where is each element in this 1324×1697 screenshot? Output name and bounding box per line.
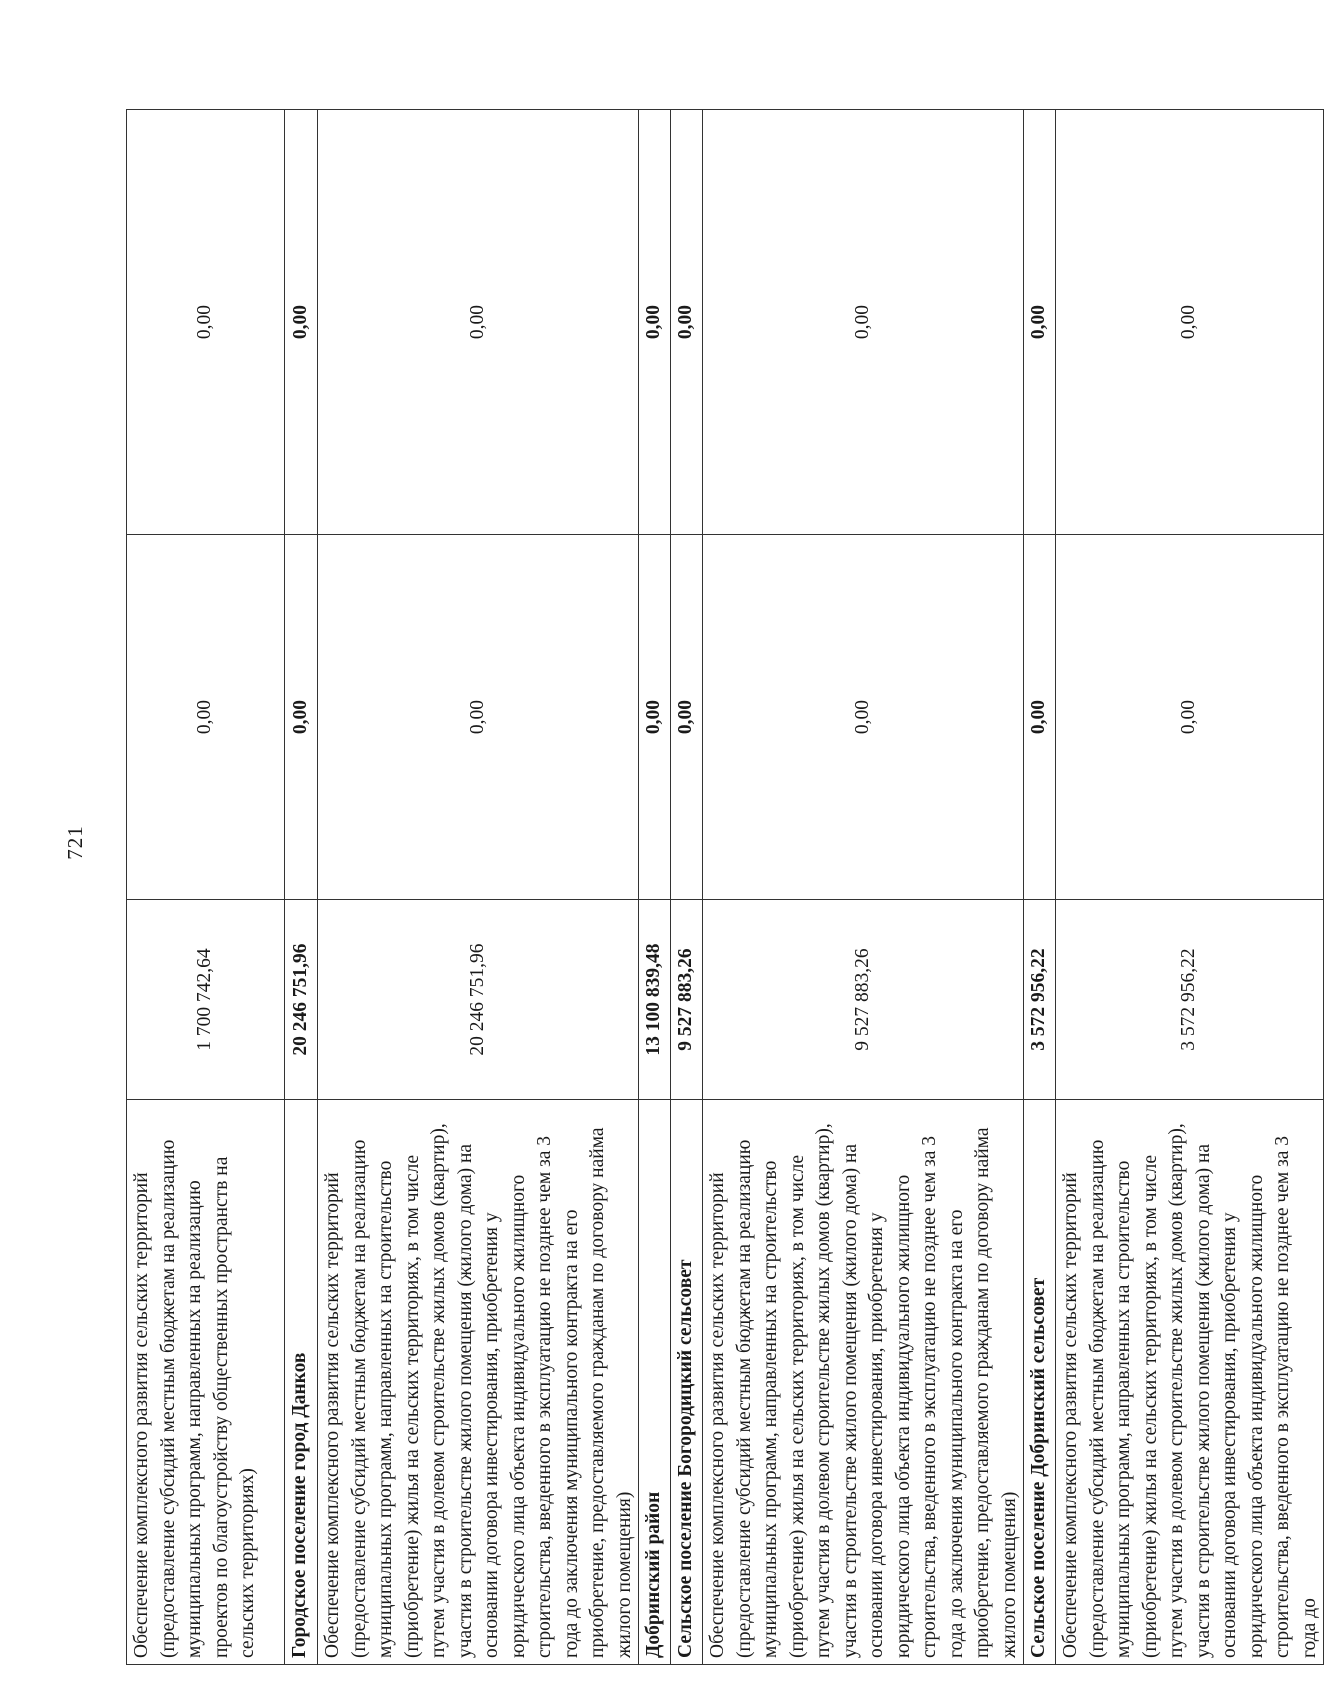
table-row [639,110,671,1665]
row-value-2: 0,00 [1024,535,1056,900]
row-amount: 20 246 751,96 [285,900,318,1100]
row-value-2: 0,00 [285,535,318,900]
page-number: 721 [62,825,87,860]
table-row [1056,110,1324,1665]
row-description: Обеспечение комплексного развития сельских территорий (предоставление субсидий местным бюджетам на реализацию муниципальных программ, направленных на строительство (приобретение) жилья на сельских территориях, в том числе путем участия в долевом строительстве жилых домов (квартир), участия в строительстве жилого помещения (жилого дома) на основании договора инвестирования, приобретения у юридического лица объекта индивидуального жилищного строительства, введенного в эксплуатацию не позднее чем за 3 года до заключения муниципального контракта на его приобретение, предоставляемого гражданам по договору найма жилого помещения) [318,1100,639,1665]
row-amount: 1 700 742,64 [127,900,285,1100]
row-amount: 3 572 956,22 [1056,900,1324,1100]
row-description: Сельское поселение Богородицкий сельсовет [671,1100,703,1665]
row-amount: 20 246 751,96 [318,900,639,1100]
row-value-3: 0,00 [1056,110,1324,535]
row-value-2: 0,00 [639,535,671,900]
row-value-3: 0,00 [1024,110,1056,535]
row-amount: 9 527 883,26 [703,900,1024,1100]
table-row [671,110,703,1665]
row-value-2: 0,00 [703,535,1024,900]
table-row [127,110,285,1665]
row-value-2: 0,00 [127,535,285,900]
row-value-3: 0,00 [127,110,285,535]
row-description: Сельское поселение Добринский сельсовет [1024,1100,1056,1665]
row-amount: 13 100 839,48 [639,900,671,1100]
row-description: Добринский район [639,1100,671,1665]
row-value-2: 0,00 [1056,535,1324,900]
row-value-3: 0,00 [285,110,318,535]
table-row [703,110,1024,1665]
table-row [318,110,639,1665]
table-row [1024,110,1056,1665]
row-value-3: 0,00 [671,110,703,535]
row-value-2: 0,00 [318,535,639,900]
row-amount: 9 527 883,26 [671,900,703,1100]
row-value-3: 0,00 [703,110,1024,535]
row-amount: 3 572 956,22 [1024,900,1056,1100]
budget-table-rotated [126,110,1320,1665]
row-value-2: 0,00 [671,535,703,900]
row-description: Обеспечение комплексного развития сельских территорий (предоставление субсидий местным бюджетам на реализацию муниципальных программ, направленных на реализацию проектов по благоустройству общественных пространств на сельских территориях) [127,1100,285,1665]
budget-table [126,109,1324,1665]
row-description: Обеспечение комплексного развития сельских территорий (предоставление субсидий местным бюджетам на реализацию муниципальных программ, направленных на строительство (приобретение) жилья на сельских территориях, в том числе путем участия в долевом строительстве жилых домов (квартир), участия в строительстве жилого помещения (жилого дома) на основании договора инвестирования, приобретения у юридического лица объекта индивидуального жилищного строительства, введенного в эксплуатацию не позднее чем за 3 года до [1056,1100,1324,1665]
row-description: Городское поселение город Данков [285,1100,318,1665]
row-value-3: 0,00 [318,110,639,535]
row-value-3: 0,00 [639,110,671,535]
table-row [285,110,318,1665]
row-description: Обеспечение комплексного развития сельских территорий (предоставление субсидий местным бюджетам на реализацию муниципальных программ, направленных на строительство (приобретение) жилья на сельских территориях, в том числе путем участия в долевом строительстве жилых домов (квартир), участия в строительстве жилого помещения (жилого дома) на основании договора инвестирования, приобретения у юридического лица объекта индивидуального жилищного строительства, введенного в эксплуатацию не позднее чем за 3 года до заключения муниципального контракта на его приобретение, предоставляемого гражданам по договору найма жилого помещения) [703,1100,1024,1665]
